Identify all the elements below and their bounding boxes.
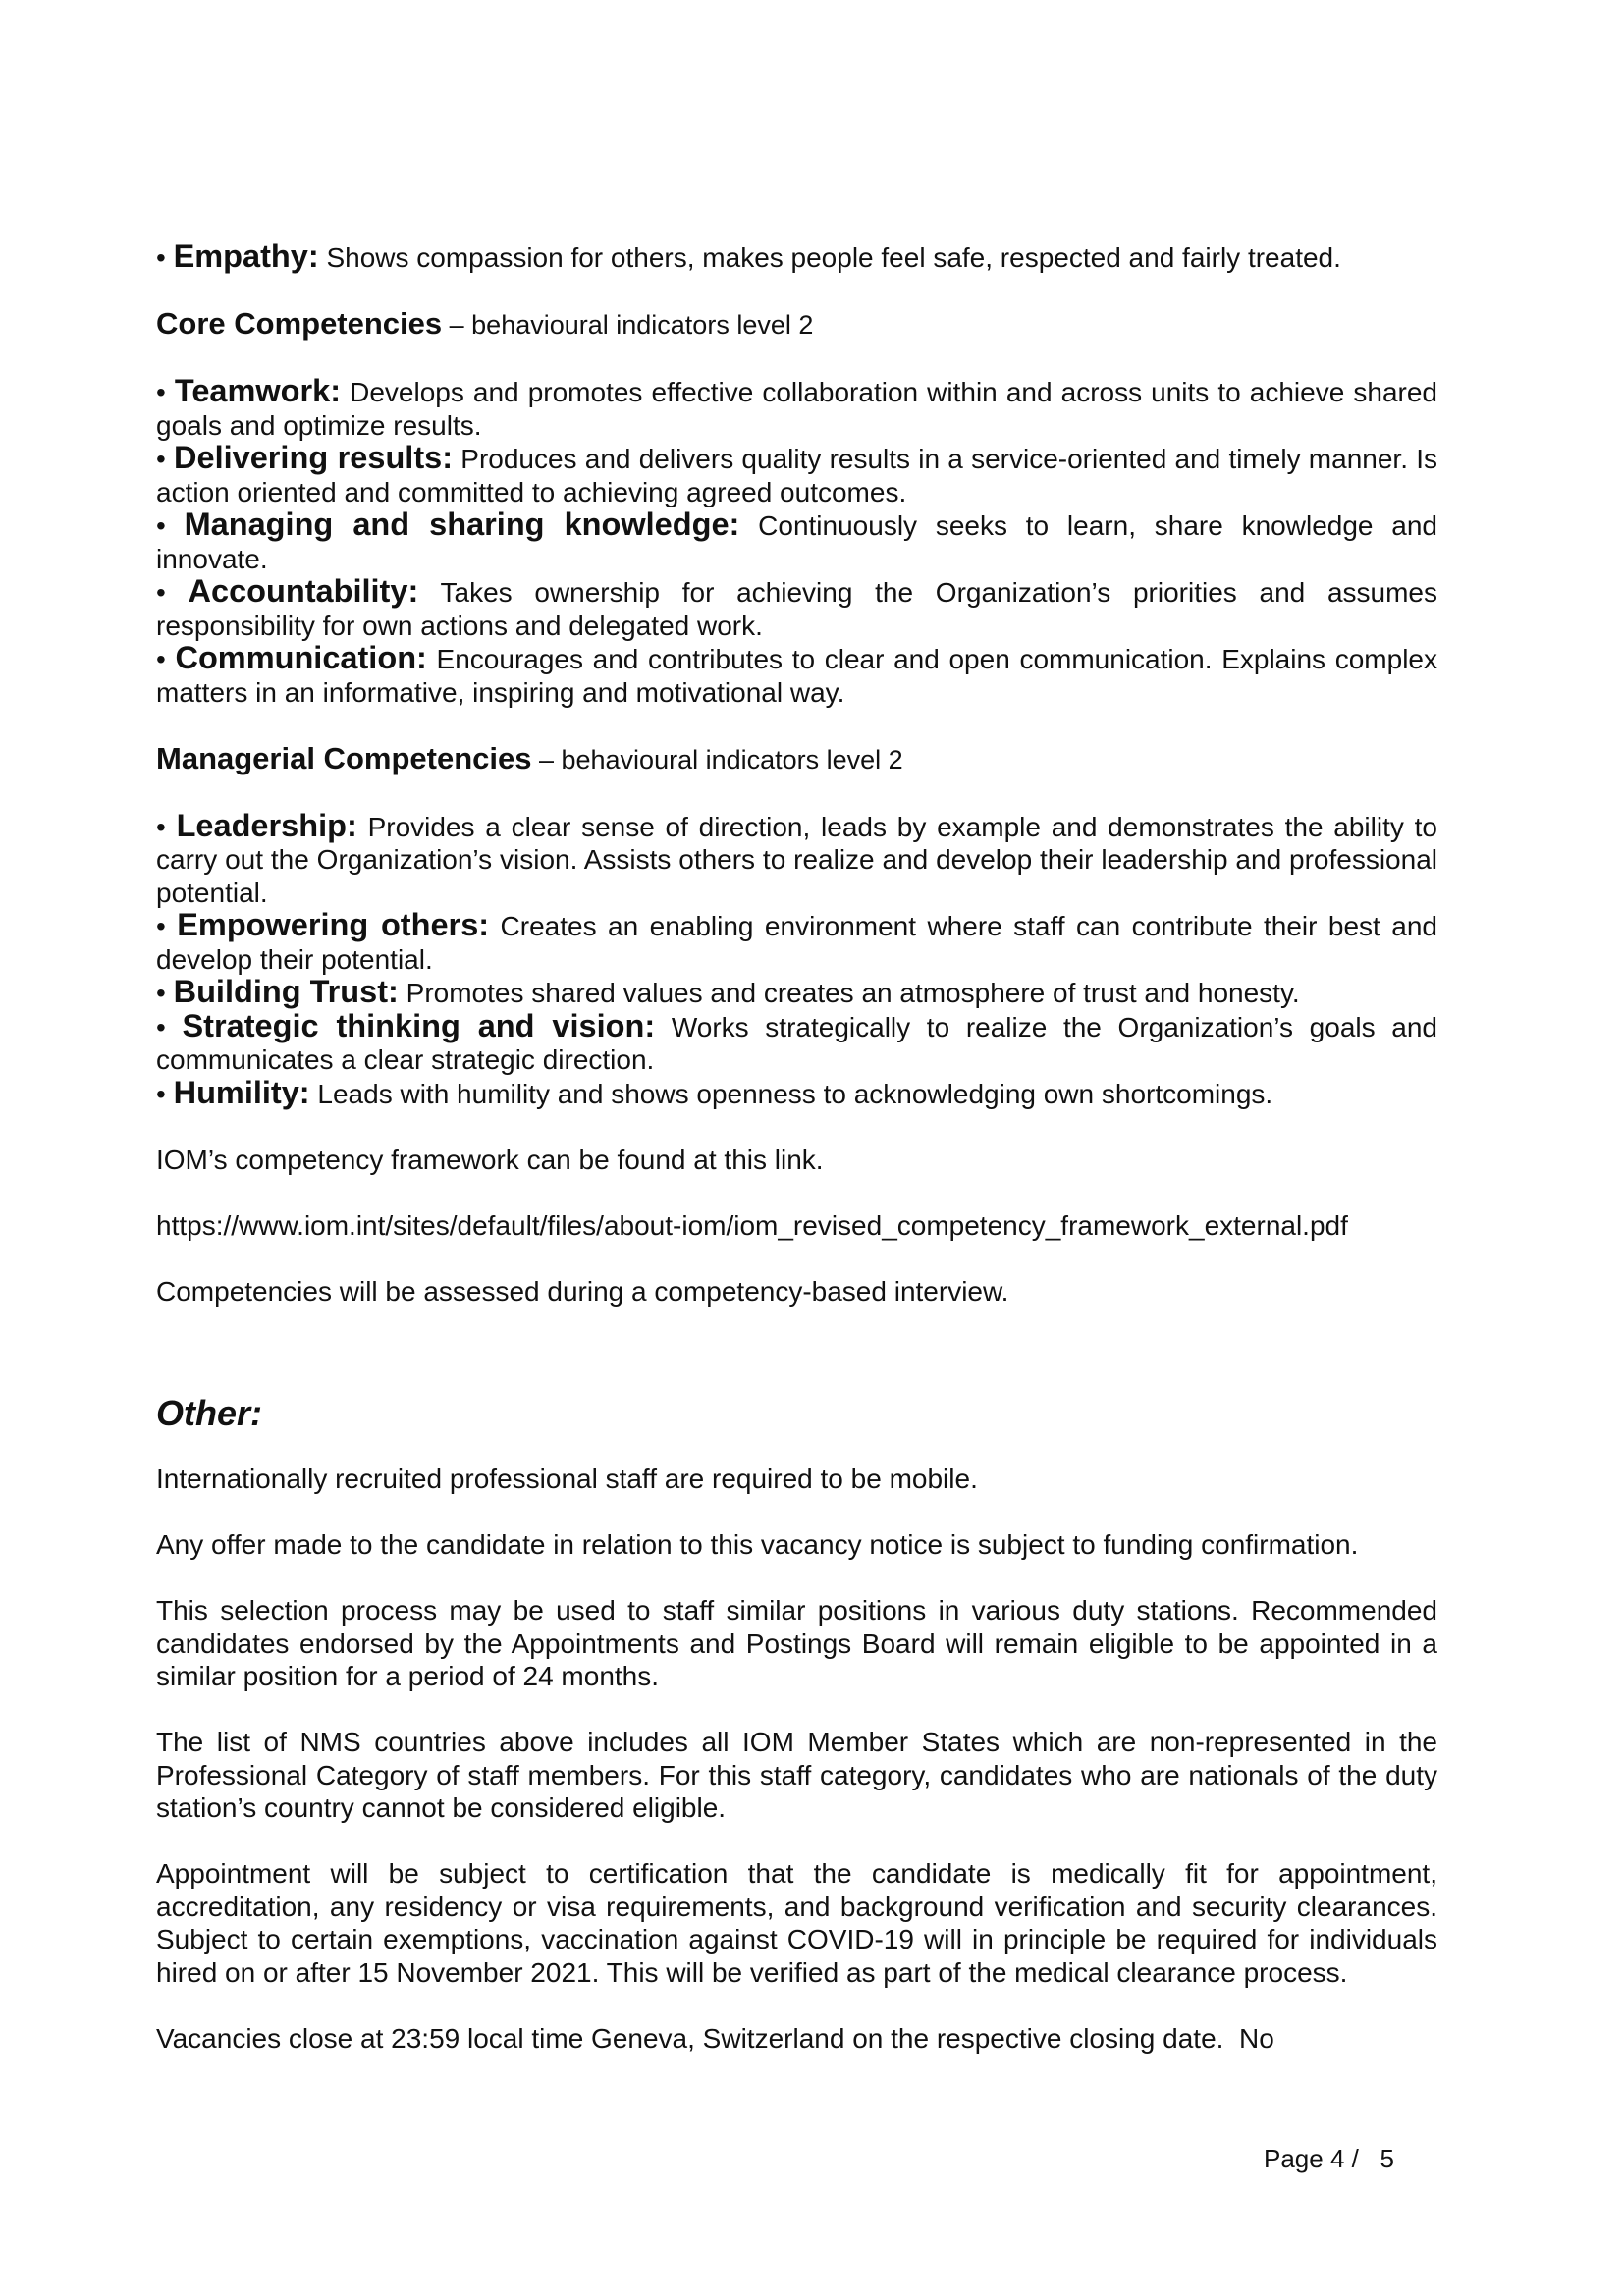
heading-subtitle: – behavioural indicators level 2: [442, 310, 814, 340]
heading-title: Managerial Competencies: [156, 740, 532, 775]
bullet-strategic-thinking: • Strategic thinking and vision: Works strategically to realize the Organization’s goals and communicates a clear strategic direction.: [156, 1007, 1437, 1075]
page-number: Page 4 / 5: [1264, 2144, 1394, 2173]
other-paragraph: This selection process may be used to staff similar positions in various duty stations. Recommended candidates endorsed by the Appointments and Postings Board will remain eligible to be appointed in a similar position for a period of 24 months.: [156, 1595, 1437, 1691]
bullet-text: Continuously seeks to learn, share knowledge and innovate.: [156, 510, 1437, 574]
bullet-text: Promotes shared values and creates an atmosphere of trust and honesty.: [398, 978, 1300, 1008]
framework-text: IOM’s competency framework can be found at this link.: [156, 1144, 824, 1175]
document-page: [156, 240, 1437, 2055]
bullet-leadership: • Leadership: Provides a clear sense of direction, leads by example and demonstrates the ability to carry out the Organization’s vision. Assists others to realize and develop their leadership and professional potential.: [156, 807, 1437, 908]
bullet-term: Strategic thinking and vision:: [182, 1007, 656, 1043]
other-paragraph: Appointment will be subject to certification that the candidate is medically fit for appointment, accreditation, any residency or visa requirements, and background verification and security clearances. Subject to certain exemptions, vaccination against COVID-19 will in principle be required for individuals hired on or after 15 November 2021. This will be verified as part of the medical clearance process.: [156, 1858, 1437, 1988]
managerial-competencies-heading: [156, 742, 1437, 777]
bullet-term: Leadership:: [176, 807, 357, 843]
bullet-text: Encourages and contributes to clear and open communication. Explains complex matters in an informative, inspiring and motivational way.: [156, 644, 1437, 708]
core-competencies-heading: [156, 307, 1437, 343]
heading-subtitle: – behavioural indicators level 2: [531, 744, 903, 774]
bullet-term: Building Trust:: [173, 974, 399, 1009]
bullet-term: Humility:: [173, 1074, 310, 1110]
bullet-empowering-others: • Empowering others: Creates an enabling environment where staff can contribute their best and develop their potential.: [156, 907, 1437, 975]
bullet-text: Shows compassion for others, makes people feel safe, respected and fairly treated.: [318, 242, 1341, 273]
heading-title: Core Competencies: [156, 306, 443, 341]
assessment-text: Competencies will be assessed during a competency-based interview.: [156, 1275, 1009, 1307]
bullet-text: Develops and promotes effective collaboration within and across units to achieve shared goals and optimize results.: [156, 377, 1437, 441]
bullet-term: Communication:: [175, 640, 427, 675]
bullet-delivering-results: • Delivering results: Produces and delivers quality results in a service-oriented and timely manner. Is action oriented and committed to achieving agreed outcomes.: [156, 440, 1437, 507]
bullet-accountability: • Accountability: Takes ownership for achieving the Organization’s priorities and assumes responsibility for own actions and delegated work.: [156, 573, 1437, 641]
bullet-text: Provides a clear sense of direction, leads by example and demonstrates the ability to carry out the Organization’s vision. Assists others to realize and develop their leadership and professional potential.: [156, 811, 1437, 908]
bullet-teamwork: • Teamwork: Develops and promotes effective collaboration within and across units to achieve shared goals and optimize results.: [156, 373, 1437, 441]
bullet-text: Takes ownership for achieving the Organization’s priorities and assumes responsibility for own actions and delegated work.: [156, 577, 1437, 641]
bullet-humility: • Humility: Leads with humility and shows openness to acknowledging own shortcomings.: [156, 1074, 1273, 1110]
bullet-text: Works strategically to realize the Organization’s goals and communicates a clear strategic direction.: [156, 1011, 1437, 1075]
bullet-term: Delivering results:: [174, 440, 454, 475]
bullet-text: Leads with humility and shows openness to acknowledging own shortcomings.: [309, 1078, 1273, 1109]
other-paragraph: Internationally recruited professional staff are required to be mobile.: [156, 1464, 978, 1494]
bullet-term: Empathy:: [173, 239, 319, 274]
bullet-communication: • Communication: Encourages and contributes to clear and open communication. Explains complex matters in an informative, inspiring and motivational way.: [156, 640, 1437, 708]
other-paragraph: Vacancies close at 23:59 local time Geneva, Switzerland on the respective closing date. No: [156, 2022, 1274, 2054]
bullet-term: Empowering others:: [177, 907, 490, 942]
bullet-term: Managing and sharing knowledge:: [184, 507, 740, 542]
bullet-term: Teamwork:: [174, 373, 342, 408]
bullet-empathy: • Empathy: Shows compassion for others, makes people feel safe, respected and fairly treated.: [156, 239, 1341, 274]
bullet-managing-knowledge: • Managing and sharing knowledge: Continuously seeks to learn, share knowledge and innovate.: [156, 507, 1437, 574]
other-paragraph: Any offer made to the candidate in relation to this vacancy notice is subject to funding confirmation.: [156, 1529, 1359, 1560]
other-paragraph: The list of NMS countries above includes all IOM Member States which are non-represented in the Professional Category of staff members. For this staff category, candidates who are nationals of the duty station’s country cannot be considered eligible.: [156, 1727, 1437, 1823]
bullet-term: Accountability:: [188, 573, 419, 609]
framework-link[interactable]: https://www.iom.int/sites/default/files/about-iom/iom_revised_competency_framework_external.pdf: [156, 1209, 1348, 1241]
bullet-building-trust: • Building Trust: Promotes shared values and creates an atmosphere of trust and honesty.: [156, 974, 1300, 1009]
bullet-text: Produces and delivers quality results in a service-oriented and timely manner. Is action oriented and committed to achieving agreed outcomes.: [156, 444, 1437, 507]
other-heading: Other:: [156, 1393, 262, 1433]
bullet-text: Creates an enabling environment where staff can contribute their best and develop their potential.: [156, 911, 1437, 975]
